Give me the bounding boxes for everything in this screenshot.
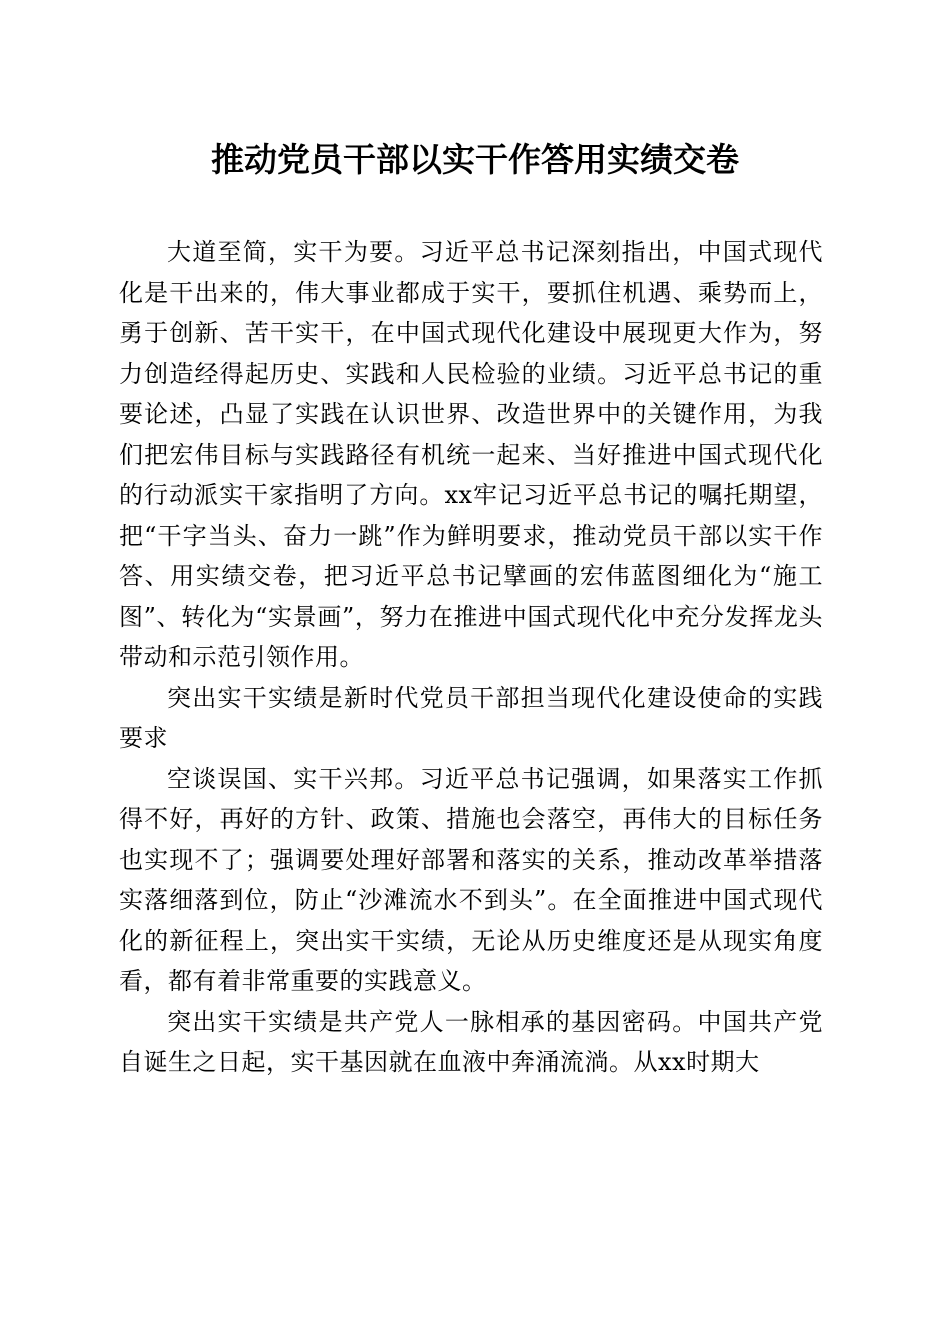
paragraph-2-heading: 突出实干实绩是新时代党员干部担当现代化建设使命的实践要求 (119, 683, 823, 752)
document-title: 推动党员干部以实干作答用实绩交卷 (211, 140, 739, 179)
paragraph-4: 突出实干实绩是共产党人一脉相承的基因密码。中国共产党自诞生之日起，实干基因就在血液中奔涌流淌。从xx时期大 (119, 1007, 823, 1076)
paragraph-1: 大道至简，实干为要。习近平总书记深刻指出，中国式现代化是干出来的，伟大事业都成于实干，要抓住机遇、乘势而上，勇于创新、苦干实干，在中国式现代化建设中展现更大作为，努力创造经得起历史、实践和人民检验的业绩。习近平总书记的重要论述，凸显了实践在认识世界、改造世界中的关键作用，为我们把宏伟目标与实践路径有机统一起来、当好推进中国式现代化的行动派实干家指明了方向。xx牢记习近平总书记的嘱托期望，把“干字当头、奋力一跳”作为鲜明要求，推动党员干部以实干作答、用实绩交卷，把习近平总书记擘画的宏伟蓝图细化为“施工图”、转化为“实景画”，努力在推进中国式现代化中充分发挥龙头带动和示范引领作用。 (119, 238, 823, 671)
document-body (119, 232, 823, 1083)
paragraph-3: 空谈误国、实干兴邦。习近平总书记强调，如果落实工作抓得不好，再好的方针、政策、措施也会落空，再伟大的目标任务也实现不了；强调要处理好部署和落实的关系，推动改革举措落实落细落到位，防止“沙滩流水不到头”。在全面推进中国式现代化的新征程上，突出实干实绩，无论从历史维度还是从现实角度看，都有着非常重要的实践意义。 (119, 764, 823, 995)
